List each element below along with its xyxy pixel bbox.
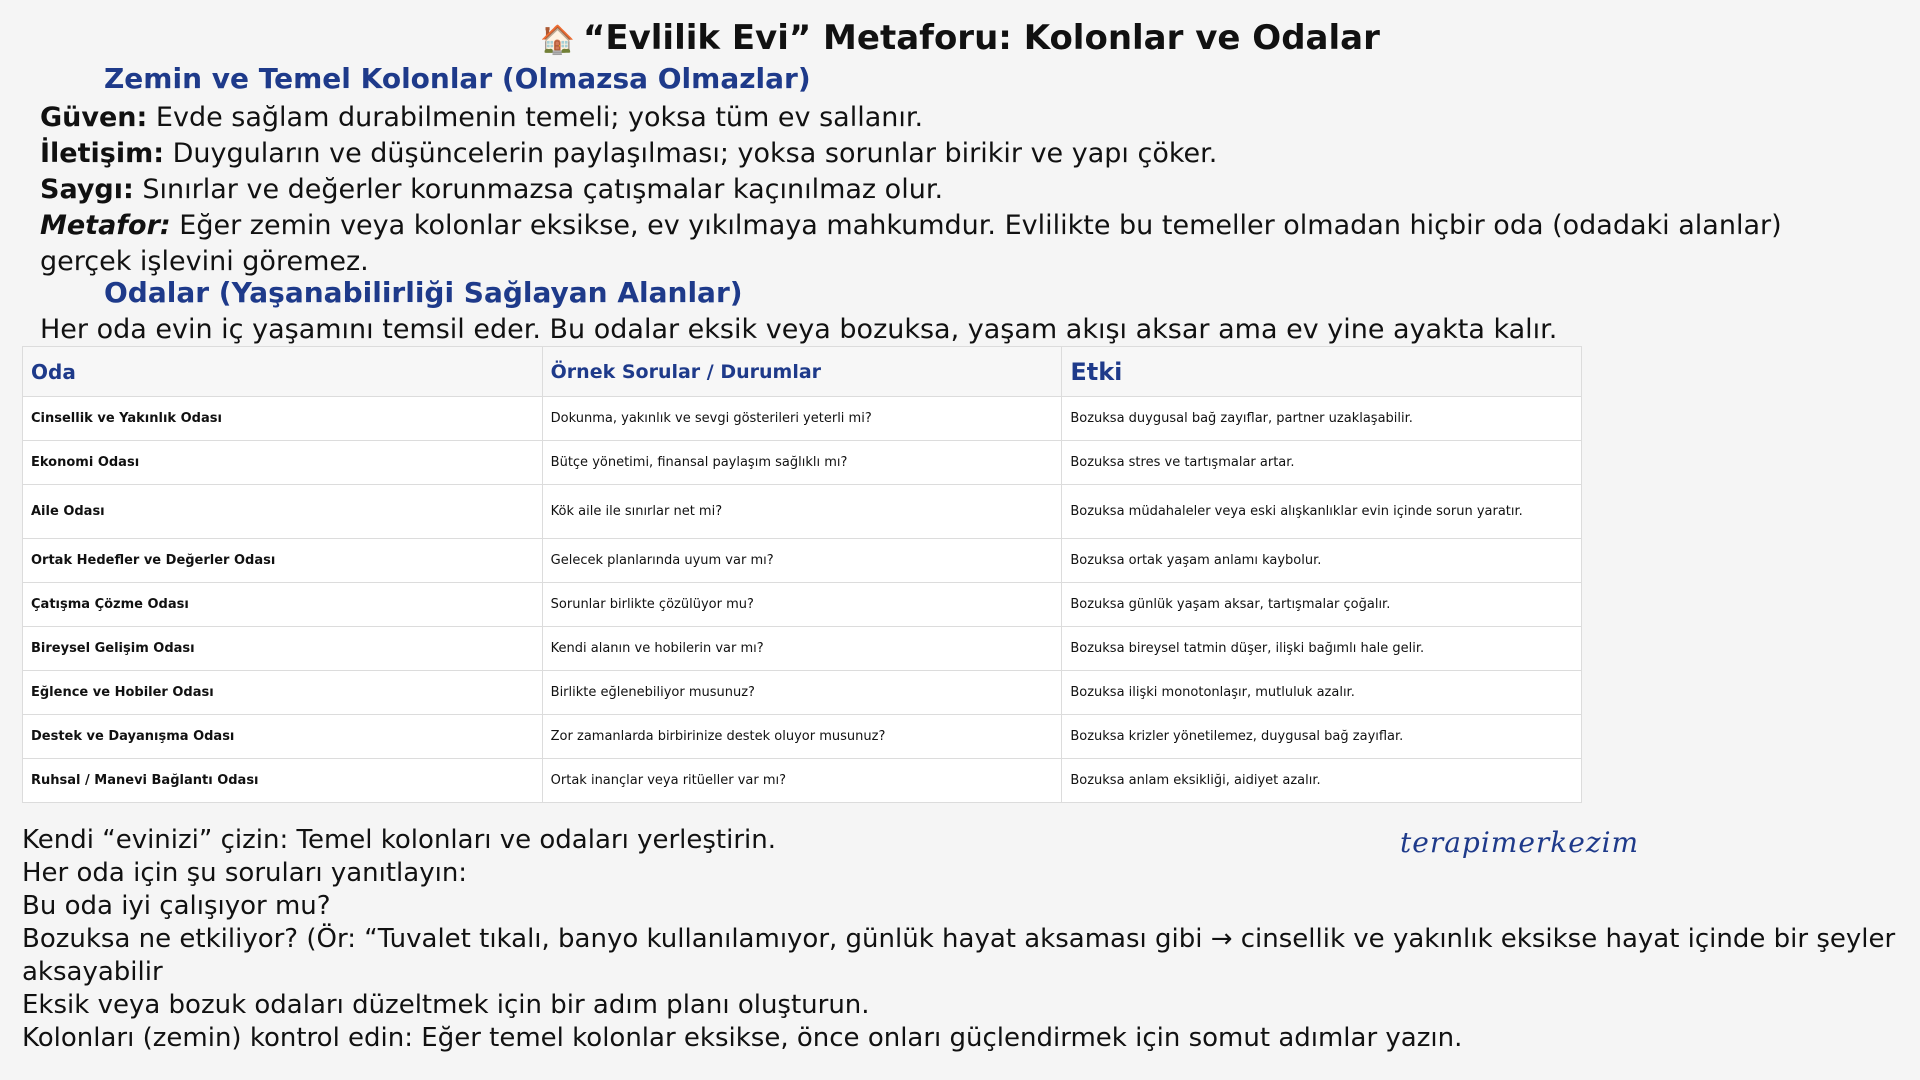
room-name: Bireysel Gelişim Odası [23,627,543,671]
table-row [23,485,1582,539]
room-name: Ekonomi Odası [23,441,543,485]
foundation-item-communication [40,136,1880,172]
foundation-term: Güven: [40,102,148,133]
exercise-line: Kolonları (zemin) kontrol edin: Eğer temel kolonlar eksikse, önce onları güçlendirmek için somut adımlar yazın. [22,1023,1463,1053]
foundation-item-respect [40,172,1880,208]
room-question: Kendi alanın ve hobilerin var mı? [542,627,1062,671]
foundation-text: Eğer zemin veya kolonlar eksikse, ev yıkılmaya mahkumdur. Evlilikte bu temeller olmadan hiçbir oda (odadaki alanlar) gerçek işlevini göremez. [40,210,1782,277]
room-question: Birlikte eğlenebiliyor musunuz? [542,671,1062,715]
signature-logo: terapimerkezim [1400,826,1640,859]
room-effect: Bozuksa duygusal bağ zayıflar, partner uzaklaşabilir. [1062,397,1582,441]
room-effect: Bozuksa bireysel tatmin düşer, ilişki bağımlı hale gelir. [1062,627,1582,671]
table-row [23,397,1582,441]
rooms-heading: Odalar (Yaşanabilirliği Sağlayan Alanlar) [104,276,743,309]
room-name: Eğlence ve Hobiler Odası [23,671,543,715]
room-question: Sorunlar birlikte çözülüyor mu? [542,583,1062,627]
table-row [23,441,1582,485]
room-name: Çatışma Çözme Odası [23,583,543,627]
room-effect: Bozuksa günlük yaşam aksar, tartışmalar çoğalır. [1062,583,1582,627]
foundation-text: Duyguların ve düşüncelerin paylaşılması; yoksa sorunlar birikir ve yapı çöker. [164,138,1218,169]
table-row [23,583,1582,627]
title-text: “Evlilik Evi” Metaforu: Kolonlar ve Odalar [583,18,1380,58]
room-effect: Bozuksa anlam eksikliği, aidiyet azalır. [1062,759,1582,803]
foundation-heading: Zemin ve Temel Kolonlar (Olmazsa Olmazlar) [104,62,811,95]
exercise-line: Her oda için şu soruları yanıtlayın: [22,858,468,888]
exercise-line: Eksik veya bozuk odaları düzeltmek için bir adım planı oluşturun. [22,990,870,1020]
room-name: Destek ve Dayanışma Odası [23,715,543,759]
foundation-term: Metafor: [40,210,171,241]
foundation-text: Sınırlar ve değerler korunmazsa çatışmalar kaçınılmaz olur. [133,174,944,205]
table-row [23,759,1582,803]
room-effect: Bozuksa ortak yaşam anlamı kaybolur. [1062,539,1582,583]
exercise-line: Bu oda iyi çalışıyor mu? [22,891,331,921]
table-header-row [23,347,1582,397]
room-question: Gelecek planlarında uyum var mı? [542,539,1062,583]
table-row [23,539,1582,583]
room-name: Cinsellik ve Yakınlık Odası [23,397,543,441]
room-question: Bütçe yönetimi, finansal paylaşım sağlıklı mı? [542,441,1062,485]
foundation-term: Saygı: [40,174,134,205]
rooms-table [22,346,1582,803]
room-effect: Bozuksa krizler yönetilemez, duygusal bağ zayıflar. [1062,715,1582,759]
exercise-line: Bozuksa ne etkiliyor? (Ör: “Tuvalet tıkalı, banyo kullanılamıyor, günlük hayat aksaması gibi → cinsellik ve yakınlık eksikse hayat içinde bir şeyler aksayabilir [22,924,1896,987]
page-title [0,18,1920,58]
room-effect: Bozuksa stres ve tartışmalar artar. [1062,441,1582,485]
rooms-intro: Her oda evin iç yaşamını temsil eder. Bu odalar eksik veya bozuksa, yaşam akışı aksar ama ev yine ayakta kalır. [40,314,1558,345]
table-header-sorular: Örnek Sorular / Durumlar [542,347,1062,397]
table-row [23,627,1582,671]
foundation-term: İletişim: [40,138,165,169]
table-row [23,671,1582,715]
table-header-etki: Etki [1062,347,1582,397]
room-question: Dokunma, yakınlık ve sevgi gösterileri yeterli mi? [542,397,1062,441]
room-name: Ruhsal / Manevi Bağlantı Odası [23,759,543,803]
foundation-text: Evde sağlam durabilmenin temeli; yoksa tüm ev sallanır. [147,102,924,133]
room-name: Aile Odası [23,485,543,539]
room-question: Ortak inançlar veya ritüeller var mı? [542,759,1062,803]
exercise-line: Kendi “evinizi” çizin: Temel kolonları ve odaları yerleştirin. [22,825,776,855]
room-effect: Bozuksa ilişki monotonlaşır, mutluluk azalır. [1062,671,1582,715]
foundation-item-trust [40,100,1880,136]
house-icon: 🏠 [540,23,576,56]
room-question: Kök aile ile sınırlar net mi? [542,485,1062,539]
room-effect: Bozuksa müdahaleler veya eski alışkanlıklar evin içinde sorun yaratır. [1062,485,1582,539]
table-header-oda: Oda [23,347,543,397]
foundation-item-metaphor [40,208,1880,280]
room-name: Ortak Hedefler ve Değerler Odası [23,539,543,583]
table-row [23,715,1582,759]
room-question: Zor zamanlarda birbirinize destek oluyor musunuz? [542,715,1062,759]
